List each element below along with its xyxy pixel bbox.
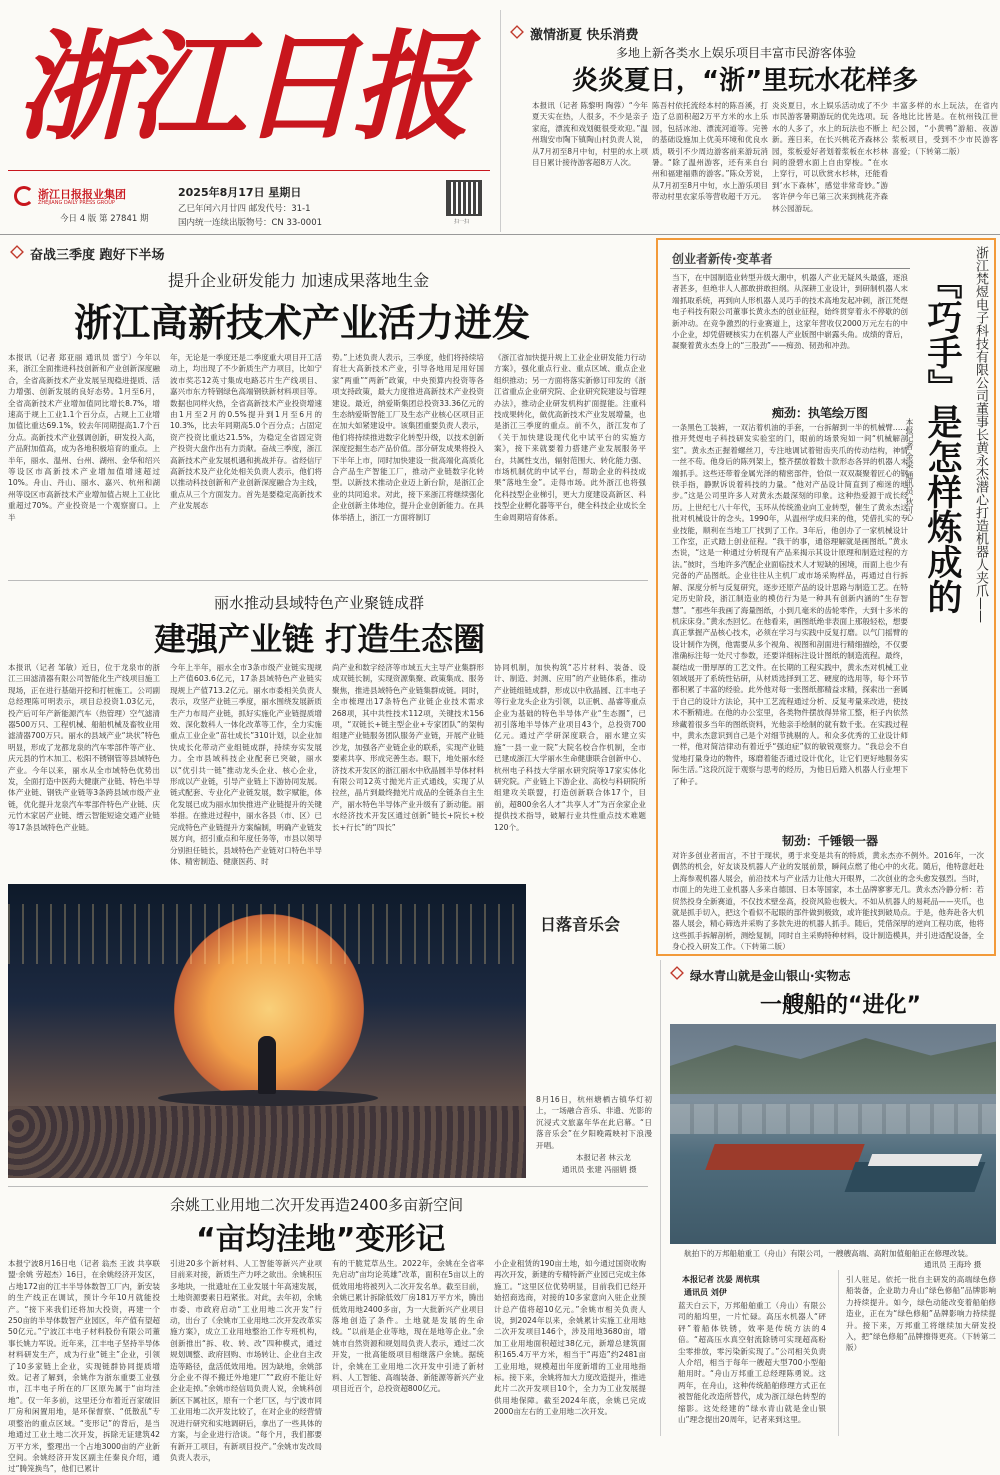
shipyard-hills bbox=[670, 1024, 996, 1094]
ship-byline: 通讯员 刘伊 bbox=[684, 1288, 727, 1297]
feature-section-1-cont bbox=[672, 556, 984, 826]
press-group-name-en: ZHEJIANG DAILY PRESS GROUP bbox=[38, 200, 115, 206]
yuyao-title[interactable]: “亩均洼地”变形记 bbox=[196, 1222, 446, 1257]
sunset-credit: 本报记者 林云龙 bbox=[576, 1153, 631, 1162]
edition-info: 今日 4 版 第 27841 期 bbox=[60, 214, 149, 224]
ship-hull bbox=[705, 1144, 864, 1170]
lishui-column: 本报讯（记者 邹敏）近日，位于龙泉市的浙江三田滤清器有限公司智能化生产线项目施工现场，正在进行基础开挖和打桩施工。公司副总经理陈可明表示，项目总投资1.03亿元，投产后可年产新能源汽车（热管理）空气滤清器500万只、工程机械、船舶机械及畜牧业用滤清器700万只。丽水的县域产业“块状”特色明显，形成了龙都龙泉的汽车零部件等产业、庆元县的竹木加工、松阳不锈钢管等县域特色产业。今年以来，丽水从全市域特色优势出发，全面打造中医药大健康产业链、特色半导体产业链、钢铁产业链等3条跨县域市级产业链，优化提升龙泉汽车零部件特色产业链、庆元竹木家居产业链、缙云智能短途交通产业链等17条县域特色产业链。 bbox=[8, 663, 160, 832]
top-story-kicker: 激情浙夏 快乐消费 bbox=[510, 24, 639, 43]
feature-section-1: 一条黑色工装裤，一双沾着机油的手套，一台拆解到一半的机械臂……推开梵煜电子科技研发实验室的门，眼前的场景宛如一间“机械解剖室”。黄永杰正握着螺丝刀，专注地调试着钳齿夹爪的传动结构，神情一丝不苟。他身后的陈列架上，整齐摆放着数十款形态各异的机器人末端抓手。这些还带着金属光泽的精密部件，恰似一双双凝聚着匠心的钢铁手指，静默诉说着科技的力量。“他对产品设计简直到了痴迷的地步。”这是公司里许多人对黄永杰最深刻的印象。这种热爱源于成长经历。上世纪七八十年代，玉环从传统渔业向工业转型，催生了黄永杰这批对机械设计的念头。1990年，从温州学成归来的他，凭借扎实的专业技能，顺利在当地工厂找到了工作。3年后，他创办了一家机械设计工作室，正式踏上创业征程。“我干的事，通俗理解就是画图纸。”黄永杰说，“这是一种通过分析现有产品来揭示其设计原理和制造过程的方法。”彼时，当地许多汽配企业面临技术人才短缺的困境，而面上也少有完备的产品图纸。企业往往从主机厂或市场采购样品，再通过自行拆解、深度分析与反复研究，逐步还原产品的设计思路与制造工艺。在特定历史阶段，浙江制造业的模仿行为是一种具有创新内涵的“生存智慧”。“那些年我画了海量图纸，小到几毫米的齿轮零件，大到十多米的机床床身。”黄永杰回忆。在他看来，画图纸绝非表面上那般轻松，想要真正掌握产品核心技术，必须在学习与实践中反复打磨。以气门摇臂的设计制作为例，他需要从多个视角、视图和剖面进行精细描绘，不仅要准确标注每一处尺寸参数，还要详细标注设计图纸的制造流程。最终，凝结成一册厚厚的工艺文件。在长期的工程实践中，黄永杰对机械工业领域展开了系统性钻研，从材质选择到工艺、硬度的选用等，每个环节都积累了丰富的经验。此外他对每一张图纸都精益求精，探索出一套属于自己的设计方法论，其中工艺流程通过分析、反复考量来改进，使技术不断精进。在他的办公室里，各类物件摆放得异常工整，柜子内依然珍藏着很多当年的图纸资料，光他亲手绘制的就有数千张。在实践过程中，黄永杰意识到自己是个对细节挑剔的人。和众多优秀的工业设计师一样，他对简洁律动有着近乎“强迫症”似的敏锐观察力。“我总会不自觉地打量身边的物件，琢磨着能否通过设计优化，让它们更好地服务实际生活。”这段沉淀于观察与思考的经历，为他日后踏入机器人行业埋下了种子。 bbox=[672, 423, 908, 786]
lishui-subtitle: 丽水推动县域特色产业聚链成群 bbox=[214, 594, 425, 612]
feature-subhead-1: 痴劲：执笔绘万图 bbox=[772, 406, 869, 420]
main-story-column: 本报讯（记者 郑亚丽 通讯员 雷宁）今年以来，浙江全面推进科技创新和产业创新深度融合，全省高新技术产业发展呈现稳进提质、活力增强、创新发展的良好态势。1月至6月，全省高新技术产业增加值同比增长8.7%，增速高于规上工业1.1个百分点，占规上工业增加值比重达69.1%，较去年同期提高1.7个百分点。高新技术产业强调创新，研发投入高，产品附加值高，成为各地积极培育的重点。上半年，丽水、温州、台州、湖州、金华和绍兴等设区市高新技术产业增加值增速超过10%。舟山、丹山、丽水、嘉兴、杭州和湖州等设区市高新技术产业增加值占规上工业比重超过70%。产业投资是一个观察窗口。上半 bbox=[8, 353, 160, 522]
sunset-caption: 8月16日，杭州塘栖古镇华灯初上，一场融合音乐、非遗、光影的沉浸式文旅嘉年华在此启幕。“日落音乐会”在夕阳晚霞映衬下浪漫开唱。 bbox=[536, 1095, 652, 1150]
lishui-column: 协同机制，加快构筑“芯片材料、装备、设计、制造、封测、应用”的产业链体系，推动产业链组链成群，形成以中欣晶圆、江丰电子等行业龙头企业为引领，以正帆、晶睿等重点企业为基础的特色半导体产业“生态圈”，已初引落地半导体产业项目43个，总投资700亿元。通过产学研深度联合，丽水建立实施“一县一业一院”大院名校合作机制，全市已建成浙江大学丽水生命健康联合创新中心、杭州电子科技大学丽水研究院等17家实体化研究院。产业链上下游企业、高校与科研院所组建攻关联盟，打造创新联合体17个，目前，超800余名人才“共享人才”为百余家企业提供技术指导，破解行业共性重点技术难题120个。 bbox=[494, 663, 646, 832]
yuyao-column: 有的干脆荒草丛生。2022年，余姚在全省率先启动“亩均论英雄”改革，面积在5亩以上的低效用地将被列入二次开发名单。截至目前，余姚已累计拆除低效厂房181万平方米，腾出低效用地2400多亩，为一大批新兴产业项目落地创造了条件。土地就是发展的生命线。“以前是企业等地，现在是地等企业。”余姚市自然资源和规划局负责人表示，通过二次开发，一批高能级项目相继落户余姚。据统计，余姚在工业用地二次开发中引进了新材料、人工智能、高端装备、新能源等新兴产业项目近百个，总投资超800亿元。 bbox=[332, 1259, 484, 1394]
feature-intro: 当下，在中国制造业转型升级大潮中，机器人产业无疑风头最盛，逐浪者甚多，但绝非人人都敢拼敢担纲。从深耕工业设计，到研制机器人末端抓取系统，再到向人形机器人灵巧手的技术高地发起冲刺，浙江梵煜电子科技有限公司董事长黄永杰的创业征程，始终贯穿着永不停歇的创新冲动。在竞争激烈的行业赛道上，这家年营收仅2000万元左右的中小企业，却凭借硬核实力在机器人产业版图中崭露头角。成绩的背后，凝聚着黄永杰身上的“三股劲”——痴劲、韧劲和冲劲。 bbox=[672, 273, 908, 351]
main-story-column: 《浙江省加快提升规上工业企业研发能力行动方案》，强化重点行业、重点区域、重点企业组织推动；另一方面将落实新修订印发的《浙江省重点企业研究院、企业研究院建设与管理办法》，推动企业研发机构扩面提能。注重科技成果转化，做优高新技术产业发展增量，也是浙江三季度的重点。前不久，浙江发布了《关于加快建设现代化中试平台的实施方案》，接下来就要着力搭建产业发展服务平台，共属性支出，辐射范围大、转化能力强、市场机制优的中试平台，帮助企业的科技成果“落地生金”。走得市场。此外浙江也将强化科技型企业梯引，更大力度建设高新区、科技型企业孵化器等平台，健全科技企业成长全生命周期培育体系。 bbox=[494, 353, 646, 522]
feature-byline: 本报记者 金梁 通讯员 狄可心 bbox=[905, 418, 914, 522]
top-story-column: 丰富多样的水上玩法，在省内各地比比皆是。在杭州钱江世纪公园，“小黄鸭”游船、夜游浆板项目，受到不少市民游客喜爱；（下转第二版） bbox=[892, 101, 998, 156]
lishui-title[interactable]: 建强产业链 打造生态圈 bbox=[154, 620, 486, 658]
press-group-logo bbox=[14, 184, 164, 214]
shipyard-docks bbox=[670, 1104, 996, 1134]
top-story-column: 本报讯（记者 陈黎明 陶蓉）“今年夏天实在热，人很多，不少是亲子家庭，漂流和戏划艇很受欢迎。”温州瑞安市陶下镇陶山村负责人说，从7月初至8月中旬，村里的水上项目日累计接待游客超8万人次。 bbox=[532, 101, 648, 168]
ship-photo-credit: 通讯员 王海玲 摄 bbox=[924, 1260, 982, 1269]
main-story-kicker: 奋战三季度 跑好下半场 bbox=[10, 244, 165, 263]
ship-byline: 本报记者 沈晏 周杭琪 bbox=[682, 1275, 760, 1284]
shipyard-aerial-photo[interactable] bbox=[670, 1024, 996, 1244]
top-story-title[interactable]: 炎炎夏日，“浙”里玩水花样多 bbox=[572, 66, 919, 96]
ship-deck bbox=[868, 1154, 982, 1166]
top-story-column: 炎炎夏日，水上娱乐活动成了不少市民游客暑期游玩的优先选项。玩水的人多了，水上的玩法也不断上新。莲日来，在长兴桃花齐森林公园，浆板爱好者划着浆板在水杉林间的澄碧水面上自由穿梭。“在水上穿行，可以欣赏水杉林，还能看到‘水下森林’，感觉非常奇妙。”游客许伊今年已第三次来到桃花齐森林公园游玩。 bbox=[772, 101, 888, 213]
feature-header: 创业者新传·变革者 bbox=[672, 252, 773, 266]
qr-label: 扫一扫 bbox=[454, 219, 470, 225]
press-group-icon bbox=[14, 186, 34, 206]
main-story-subtitle: 提升企业研发能力 加速成果落地生金 bbox=[168, 271, 430, 290]
issue-date: 2025年8月17日 星期日 bbox=[178, 186, 302, 199]
main-story-column: 势。”上述负责人表示，三季度，他们将持续培育壮大高新技术产业，引导各地用足用好国家“两重”“两新”政策，中央预算内投资等各项支持政策，最大力度推进高新技术产业投资建设。最近，纳爱斯集团总投资33.36亿元的生态纳爱斯智能工厂及生态产业核心区项目正在加大如紧建设中。该集团重要负责人表示，他们将持续推进数字化转型升级，以技术创新深度挖掘生态产品价值。部分研发成果将投入下半年上市，同时加快建设一批高端化高质化合产品生产智能工厂，推动产业链数字化转型。以新技术推动企业迈上新台阶，是浙江企业的共同追求。对此，接下来浙江将继续强化企业创新主体地位，提升企业创新能力。在具体举措上，浙江一方面将制订 bbox=[332, 353, 485, 522]
masthead-title: 浙江日报 bbox=[16, 17, 465, 156]
feature-title-lead: 浙江梵煜电子科技有限公司董事长黄永杰潜心打造机器人夹爪—— bbox=[973, 246, 988, 623]
ship-photo-caption: 航拍下的万邦船舶重工（舟山）有限公司，一艘艘高端、高附加值船舶正在修理改装。 bbox=[684, 1249, 973, 1258]
yuyao-column: 本报宁波8月16日电（记者 翁杰 王波 共享联盟·余姚 劳超杰）16日，在余姚经济开发区，占地172亩的江丰半导体数智工厂内，新安装的生产线正在调试，预计今年10月就能投产。“接下来我们还将加大投资，再建一个250亩的半导体数智产业园区，年产值有望超50亿元。”宁波江丰电子材料股份有限公司董事长姚力军说。近年来，江丰电子坚持半导体材料研发生产，成为行业“链主”企业，引领了10多家链上企业，实现链群协同提质增效。记者了解到，余姚作为浙东重要工业强市，江丰电子所在的厂区原先属于“亩均洼地”。仅一年多前，这里还分布着近百家破旧厂房和闲置用地，是环保督察、“低散乱”专项整治的重点区域。“变形记”的背后，是当地通过工业土地二次开发，拆除无证建筑42万平方米，整理出一个占地3000亩的产业新空间。余姚经济开发区副主任秦良介绍，通过“腾笼换鸟”，他们已累计 bbox=[8, 1259, 160, 1474]
feature-box bbox=[656, 238, 996, 956]
top-story-column: 陈吾村依托流经本村的陈吾溪，打造了总面积超2万平方米的水上乐园，包括冰池、漂流河道等。完善的基础设施加上优美环境和优良水质，吸引不少周边游客前来游玩消暑。“除了温州游客，还有来自台州和福建福鼎的游客。”陈众芳说，从7月初至8月中旬，水上游乐项目带动村里农家乐等营收超千万元。 bbox=[652, 101, 768, 202]
yuyao-column: 小企业租赁的190亩土地，如今通过国资收购再次开发，新建的专精特新产业园已完成主体施工。“这里区位优势明显，目前我们已经开始招商选商，对接的10多家意向入驻企业预计总产值将超10亿元。”余姚市相关负责人说，到2024年以来，余姚累计实施工业用地二次开发项目146个，涉及用地3680亩，增加工业用地面积超过38亿元，新增总建筑面积165.4万平方米，相当于“再造”约2481亩工业用地，规模超出年度新增的工业用地指标。接下来，余姚将加大力度改造提升，推进此片二次开发项目10个，全力为工业发展提供用地保障。截至2024年底，余姚已完成2000亩左右的工业用地二次开发。 bbox=[494, 1259, 646, 1417]
top-story-subtitle: 多地上新各类水上娱乐项目丰富市民游客体验 bbox=[616, 46, 857, 60]
audience-crowd bbox=[8, 1106, 526, 1178]
ship-kicker: 绿水青山就是金山银山·实物志 bbox=[670, 966, 851, 984]
ship-title[interactable]: 一艘船的“进化” bbox=[760, 993, 921, 1018]
press-group-name: 浙江日报报业集团 bbox=[38, 188, 126, 201]
feature-title[interactable]: 『巧手』是怎样炼成的 bbox=[922, 264, 962, 614]
lishui-column: 尚产业和数字经济等市域五大主导产业集群形成双链长制，实现资源集聚、政策集成、服务聚焦，推进县域特色产业链集群成链。同时，全市梳理出17条特色产业链企业技术需求268项，其中共性技术112项，关键技术156项，“双链长+链主型企业+专家团队”的架构组建产业链服务团队服务产业链，开展产业链沙龙，加强各产业链企业的联系，实现产业链要素共享、形成完善生态。眼下，地处丽水经济技术开发区的浙江丽水中欣晶圆半导体材料有限公司12英寸抛光片正式通线，实现了从拉丝，晶片到最终抛光片成品的全链条自主生产，丽水特色半导体产业升级有了新动能。丽水经济技术开发区通过创新“链长+院长+校长+行长”的“四长” bbox=[332, 663, 484, 832]
qr-code[interactable] bbox=[446, 180, 482, 216]
masthead bbox=[8, 8, 490, 230]
string-lights bbox=[8, 904, 526, 964]
lishui-column: 今年上半年，丽水全市3条市级产业链实现规上产值603.6亿元，17条县域特色产业链实现规上产值713.2亿元。丽水市委相关负责人表示，攻坚产业链三季度，丽水围绕发展新质生产力布局产业链，抓好实施化产业链提质增效、深化数科人一体化改革等工作，全力实施重点工业企业“苗壮成长”310计划，以企业加快成长化带动产业组链成群，持续夯实发展力。全市县域科技企业配套已突破，丽水以“优引共一链”推动龙头企业、核心企业，形成以产业链，引导产业链上下游协同发展。链式配套、专业化产业链发展，数字赋能，体化发展已成为丽水加快推进产业链提升的关键举措。在推进过程中，丽水各县（市、区）已完成特色产业链提升方案编制，明确产业链发展方向，招引重点和年度任务等，市县以领导分别担任链长，县域特色产业链对口特色半导体、精密制造、健康医药、时 bbox=[170, 663, 322, 866]
yuyao-column: 引进20多个新材料、人工智能等新兴产业项目前来对接，新质生产力呼之欲出。余姚积压多地块，一批遗址在工业发展十年高速发展，土地资源要素日趋紧张。对此，去年初，余姚市委、市政府启动“工业用地二次开发”行动，出台了《余姚市工业用地二次开发改革实施方案》，成立工业用地整治工作专班机构，创新推出“拆、收、转、改”四种模式，通过规划调整、政府回购、市场转让、企业自主改造等路径，盘活低效用地。因为缺地，余姚部分企业不得不搬迁外地建厂”“政府不能让好企业走掉。”余姚市经信局负责人说，余姚科创新区下属社区，原有一个老厂区，与宁波市同工业用地二次开发比较了，在对企业的经营情况进行研究和实地调研后，拿出了一些具体的方案，与企业进行洽谈。“每个月，我们都要有新开工项目，有新项目投产。”余姚市发改局负责人表示， bbox=[170, 1259, 323, 1462]
lunar-date: 乙巳年闰六月廿四 邮发代号：31-1 bbox=[178, 204, 311, 214]
sunset-credit: 通讯员 张建 冯丽娟 摄 bbox=[562, 1165, 637, 1174]
main-story-title[interactable]: 浙江高新技术产业活力迸发 bbox=[74, 301, 531, 345]
ship-column: 引人驻足。依托一批自主研发的高端绿色修船装备，企业助力舟山“绿色修船”品牌影响力持续提升。如今，绿色动能改变着船舶修造业，正在为“绿色修船”品牌影响力持续提升。接下来，万邦重工将继续加大研发投入，把“绿色修船”品牌擦得更亮。（下转第二版） bbox=[846, 1275, 996, 1353]
ship-column: 蓝天白云下，万邦船舶重工（舟山）有限公司的船坞里，一片忙碌。高压水机器人“砰砰”着船体铁锈，效率是传统方法的4倍。“超高压水真空射流除锈可实现超高粉尘零排放，零污染新实现了。”公司相关负责人介绍，相当于每年一艘超大型700小型船舶用时。“舟山万邦重工总经理陈勇说。这两年，在舟山，这种传统船舶修理方式正在被智能化改造所替代，成为浙江绿色转型的缩影。这处经建的“绿水青山就是金山银山”理念提出20周年，记者来到这里。 bbox=[678, 1301, 826, 1425]
feature-section-2: 对许多创业者而言，不甘于现状，勇于求变是共有的特质，黄永杰亦不例外。2016年，一次偶然的机会，好友谈及机器人产业的发展前景，瞬间点燃了他心中的火花。随后，他特意赶赴上海参观机器人展会，前沿技术与产业活力让他大开眼界，二次创业的念头愈发强烈。当时，市面上的先进工业机器人多来自德国、日本等国家，本土品牌寥寥无几。黄永杰冷静分析：若贸然投身全新赛道，不仅技术壁垒高，投资风险也极大。不如从机器人的易耗品——夹爪，也就是抓手切入，把这个看似不起眼的部件做到极致，或许能找到破局点。于是，他奔赴各大机器人展会，精心筛选并采购了多款先进的机器人抓手。随后，凭借深厚的逆向工程功底，他将这些抓手拆解剖析，测绘复制，同时自主采购特种材料，设计制造模具，并引进适配设备，全身心投入研发工作。（下转第二版） bbox=[672, 851, 984, 952]
sunset-title: 日落音乐会 bbox=[540, 915, 621, 934]
feature-subhead-2: 韧劲：千锤锻一器 bbox=[782, 834, 879, 848]
ship-hull bbox=[845, 1162, 986, 1192]
yuyao-subtitle: 余姚工业用地二次开发再造2400多亩新空间 bbox=[170, 1196, 464, 1214]
main-story-column: 年，无论是一季度还是二季度重大项目开工活动上，均出现了不少新质生产力项目，比如宁波市奖芯12英寸集成电路芯片生产线项目、嘉兴市东方特钢绿色高端钢铁新材料项目等。数据也同样火热，全省高新技术产业投资增速由1月至2月的0.5%提升到1月至6月的10.3%，比去年同期高5.0个百分点；占固定资产投资比重达21.5%，为稳定全省固定资产投资大盘作出有力贡献。奋战三季度，浙江高新技术产业发展机遇和挑战并存。省经信厅高新技术及产业化处相关负责人表示，他们将以推动科技创新和产业创新深度融合为主线，重点从三个方面发力。首先是要稳定高新技术产业发展态 bbox=[170, 353, 322, 511]
cn-number: 国内统一连续出版物号：CN 33-0001 bbox=[178, 218, 323, 228]
singer-figure bbox=[258, 1036, 276, 1094]
sunset-concert-photo[interactable] bbox=[8, 884, 526, 1178]
